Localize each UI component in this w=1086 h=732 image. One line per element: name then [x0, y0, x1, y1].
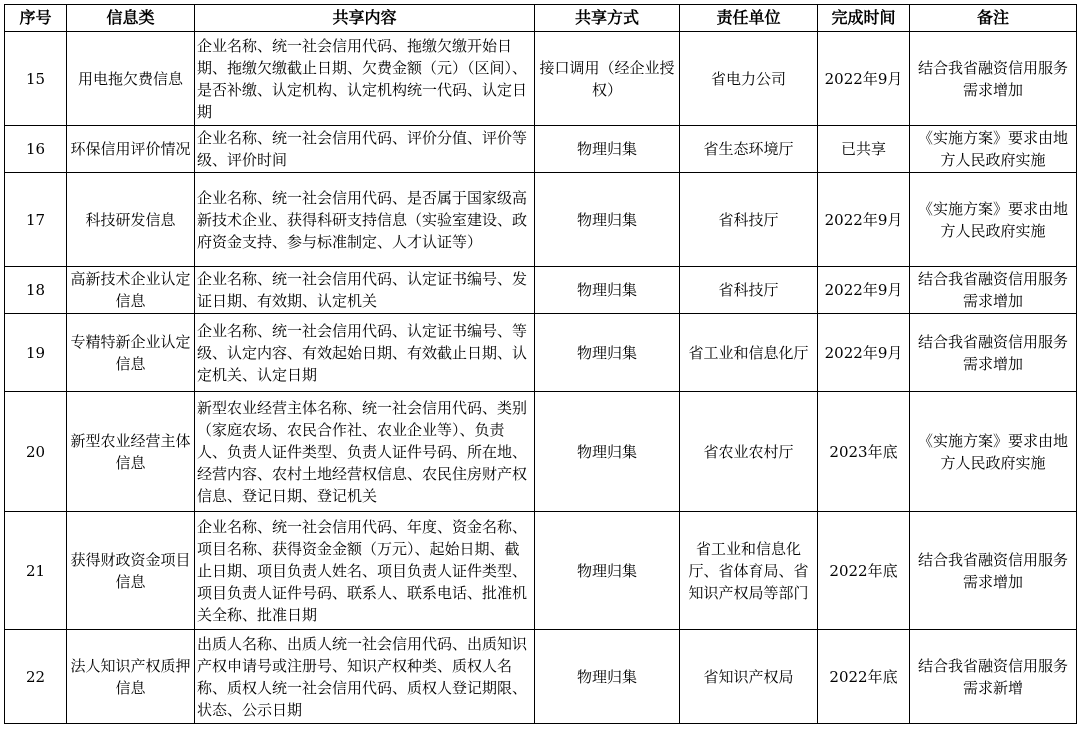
row-no: 22 [5, 630, 67, 724]
row-content: 企业名称、统一社会信用代码、认定证书编号、发证日期、有效期、认定机关 [195, 267, 535, 314]
row-category: 新型农业经营主体信息 [67, 392, 195, 512]
row-note: 结合我省融资信用服务需求增加 [910, 32, 1077, 126]
header-category: 信息类 [67, 5, 195, 32]
row-unit: 省知识产权局 [680, 630, 818, 724]
credit-info-sharing-table [4, 4, 1077, 724]
table-row [5, 314, 1077, 392]
row-category: 科技研发信息 [67, 173, 195, 267]
row-method: 物理归集 [535, 314, 680, 392]
row-no: 20 [5, 392, 67, 512]
row-method: 物理归集 [535, 173, 680, 267]
row-category: 高新技术企业认定信息 [67, 267, 195, 314]
table-row [5, 32, 1077, 126]
row-no: 18 [5, 267, 67, 314]
row-category: 法人知识产权质押信息 [67, 630, 195, 724]
table-row [5, 267, 1077, 314]
row-content: 企业名称、统一社会信用代码、是否属于国家级高新技术企业、获得科研支持信息（实验室建设、政府资金支持、参与标准制定、人才认证等） [195, 173, 535, 267]
header-content: 共享内容 [195, 5, 535, 32]
row-no: 19 [5, 314, 67, 392]
row-method: 物理归集 [535, 267, 680, 314]
row-category: 用电拖欠费信息 [67, 32, 195, 126]
row-method: 物理归集 [535, 630, 680, 724]
row-method: 接口调用（经企业授权） [535, 32, 680, 126]
row-time: 2022年底 [818, 630, 910, 724]
row-method: 物理归集 [535, 392, 680, 512]
row-unit: 省电力公司 [680, 32, 818, 126]
row-note: 结合我省融资信用服务需求增加 [910, 314, 1077, 392]
row-no: 16 [5, 126, 67, 173]
row-category: 专精特新企业认定信息 [67, 314, 195, 392]
table-row [5, 126, 1077, 173]
row-unit: 省工业和信息化厅 [680, 314, 818, 392]
table-row [5, 392, 1077, 512]
row-no: 15 [5, 32, 67, 126]
row-note: 《实施方案》要求由地方人民政府实施 [910, 126, 1077, 173]
row-content: 企业名称、统一社会信用代码、认定证书编号、等级、认定内容、有效起始日期、有效截止日期、认定机关、认定日期 [195, 314, 535, 392]
row-note: 结合我省融资信用服务需求增加 [910, 512, 1077, 630]
table-row [5, 630, 1077, 724]
table-row [5, 173, 1077, 267]
header-row [5, 5, 1077, 32]
table-row [5, 512, 1077, 630]
row-time: 2023年底 [818, 392, 910, 512]
row-unit: 省生态环境厅 [680, 126, 818, 173]
row-time: 2022年9月 [818, 32, 910, 126]
row-unit: 省工业和信息化厅、省体育局、省知识产权局等部门 [680, 512, 818, 630]
row-note: 《实施方案》要求由地方人民政府实施 [910, 173, 1077, 267]
row-content: 企业名称、统一社会信用代码、年度、资金名称、项目名称、获得资金金额（万元）、起始日期、截止日期、项目负责人姓名、项目负责人证件类型、项目负责人证件号码、联系人、联系电话、批准机关全称、批准日期 [195, 512, 535, 630]
header-unit: 责任单位 [680, 5, 818, 32]
row-time: 2022年底 [818, 512, 910, 630]
row-time: 已共享 [818, 126, 910, 173]
header-note: 备注 [910, 5, 1077, 32]
row-time: 2022年9月 [818, 314, 910, 392]
row-method: 物理归集 [535, 126, 680, 173]
row-no: 21 [5, 512, 67, 630]
row-time: 2022年9月 [818, 173, 910, 267]
row-unit: 省科技厅 [680, 267, 818, 314]
row-content: 新型农业经营主体名称、统一社会信用代码、类别（家庭农场、农民合作社、农业企业等）、负责人、负责人证件类型、负责人证件号码、所在地、经营内容、农村土地经营权信息、农民住房财产权信息、登记日期、登记机关 [195, 392, 535, 512]
row-category: 环保信用评价情况 [67, 126, 195, 173]
row-category: 获得财政资金项目信息 [67, 512, 195, 630]
row-time: 2022年9月 [818, 267, 910, 314]
row-no: 17 [5, 173, 67, 267]
row-unit: 省农业农村厅 [680, 392, 818, 512]
row-note: 结合我省融资信用服务需求新增 [910, 630, 1077, 724]
row-note: 《实施方案》要求由地方人民政府实施 [910, 392, 1077, 512]
row-content: 出质人名称、出质人统一社会信用代码、出质知识产权申请号或注册号、知识产权种类、质权人名称、质权人统一社会信用代码、质权人登记期限、状态、公示日期 [195, 630, 535, 724]
header-time: 完成时间 [818, 5, 910, 32]
row-content: 企业名称、统一社会信用代码、拖缴欠缴开始日期、拖缴欠缴截止日期、欠费金额（元）（区间）、是否补缴、认定机构、认定机构统一代码、认定日期 [195, 32, 535, 126]
row-content: 企业名称、统一社会信用代码、评价分值、评价等级、评价时间 [195, 126, 535, 173]
row-note: 结合我省融资信用服务需求增加 [910, 267, 1077, 314]
row-unit: 省科技厅 [680, 173, 818, 267]
header-method: 共享方式 [535, 5, 680, 32]
header-no: 序号 [5, 5, 67, 32]
row-method: 物理归集 [535, 512, 680, 630]
